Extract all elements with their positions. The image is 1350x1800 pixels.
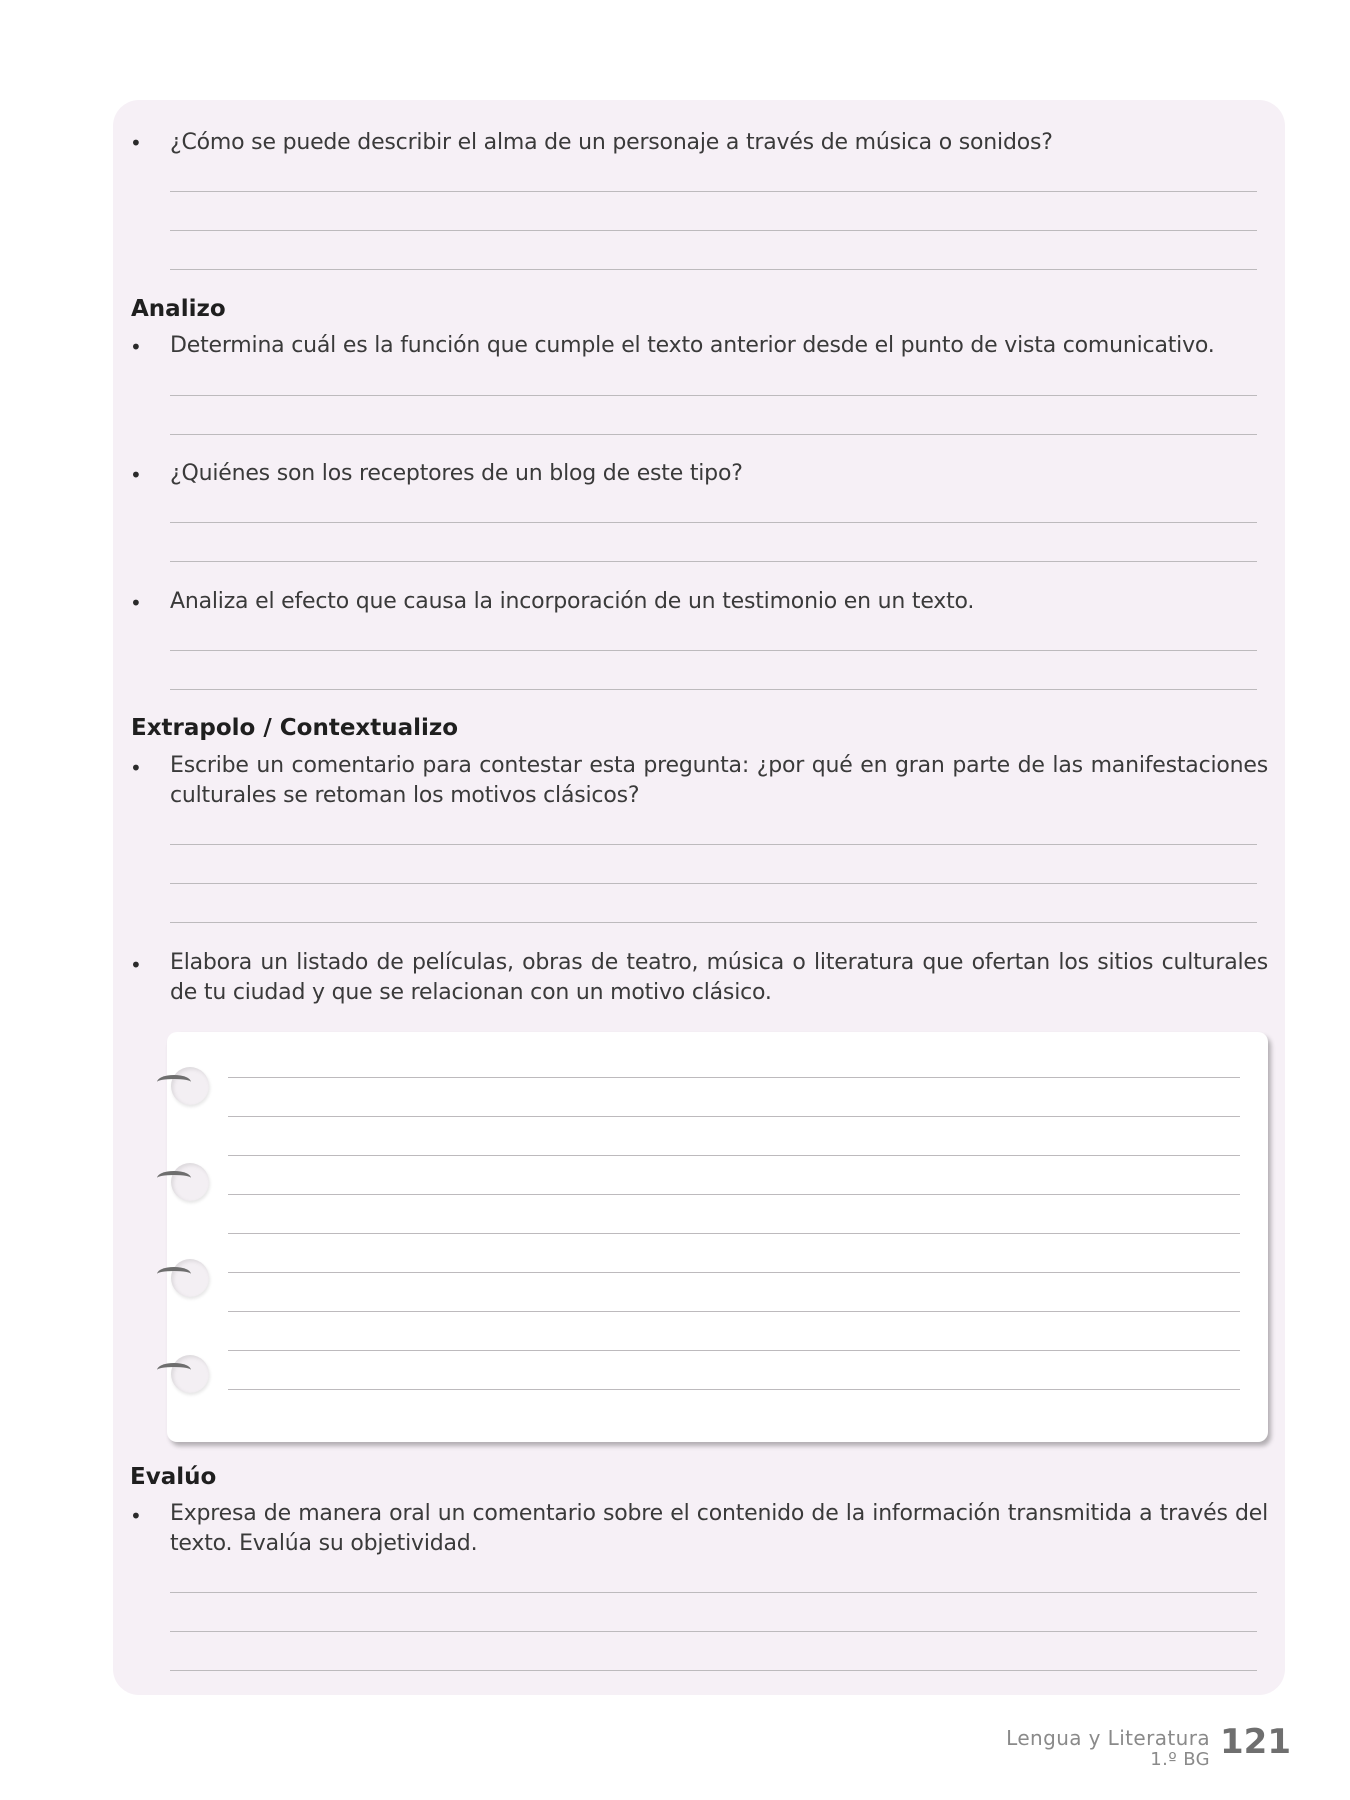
question-text: ¿Quiénes son los receptores de un blog de este tipo? [170, 461, 743, 486]
bullet: • [130, 131, 142, 155]
bullet: • [130, 335, 142, 359]
answer-line[interactable] [170, 844, 1257, 845]
answer-line[interactable] [170, 434, 1257, 435]
bullet: • [130, 591, 142, 615]
ring-binder-icon [171, 1163, 209, 1201]
notebook-line[interactable] [228, 1272, 1240, 1273]
question-text: Escribe un comentario para contestar esta pregunta: ¿por qué en gran parte de las manifestaciones culturales se retoman los motivos clásicos? [170, 753, 1268, 808]
notebook-line[interactable] [228, 1194, 1240, 1195]
bullet: • [130, 463, 142, 487]
answer-line[interactable] [170, 1592, 1257, 1593]
notebook-line[interactable] [228, 1389, 1240, 1390]
answer-line[interactable] [170, 650, 1257, 651]
notebook-line[interactable] [228, 1233, 1240, 1234]
bullet: • [130, 756, 142, 780]
answer-line[interactable] [170, 522, 1257, 523]
ring-binder-icon [171, 1355, 209, 1393]
answer-line[interactable] [170, 689, 1257, 690]
notebook-line[interactable] [228, 1350, 1240, 1351]
section-heading-evaluo: Evalúo [130, 1464, 217, 1490]
answer-line[interactable] [170, 191, 1257, 192]
answer-line[interactable] [170, 1631, 1257, 1632]
notebook-line[interactable] [228, 1077, 1240, 1078]
question-text: ¿Cómo se puede describir el alma de un personaje a través de música o sonidos? [170, 130, 1053, 155]
bullet: • [130, 953, 142, 977]
question-text: Expresa de manera oral un comentario sobre el contenido de la información transmitida a través del texto. Evalúa su objetividad. [170, 1501, 1268, 1556]
answer-line[interactable] [170, 561, 1257, 562]
section-heading-analizo: Analizo [131, 296, 226, 322]
question-text: Elabora un listado de películas, obras de teatro, música o literatura que ofertan los sitios culturales de tu ciudad y que se relacionan con un motivo clásico. [170, 950, 1268, 1005]
answer-line[interactable] [170, 883, 1257, 884]
footer-subject: Lengua y Literatura [1006, 1726, 1210, 1750]
section-heading-extrapolo: Extrapolo / Contextualizo [131, 715, 459, 741]
question-text: Analiza el efecto que causa la incorporación de un testimonio en un texto. [170, 589, 975, 614]
answer-line[interactable] [170, 269, 1257, 270]
question-text: Determina cuál es la función que cumple el texto anterior desde el punto de vista comunicativo. [170, 333, 1215, 358]
notebook-card [167, 1032, 1268, 1442]
notebook-line[interactable] [228, 1116, 1240, 1117]
answer-line[interactable] [170, 395, 1257, 396]
ring-binder-icon [171, 1067, 209, 1105]
notebook-line[interactable] [228, 1155, 1240, 1156]
footer-level: 1.º BG [1150, 1749, 1210, 1770]
answer-line[interactable] [170, 922, 1257, 923]
answer-line[interactable] [170, 230, 1257, 231]
page-number: 121 [1220, 1722, 1291, 1762]
ring-binder-icon [171, 1259, 209, 1297]
bullet: • [130, 1504, 142, 1528]
notebook-line[interactable] [228, 1311, 1240, 1312]
answer-line[interactable] [170, 1670, 1257, 1671]
